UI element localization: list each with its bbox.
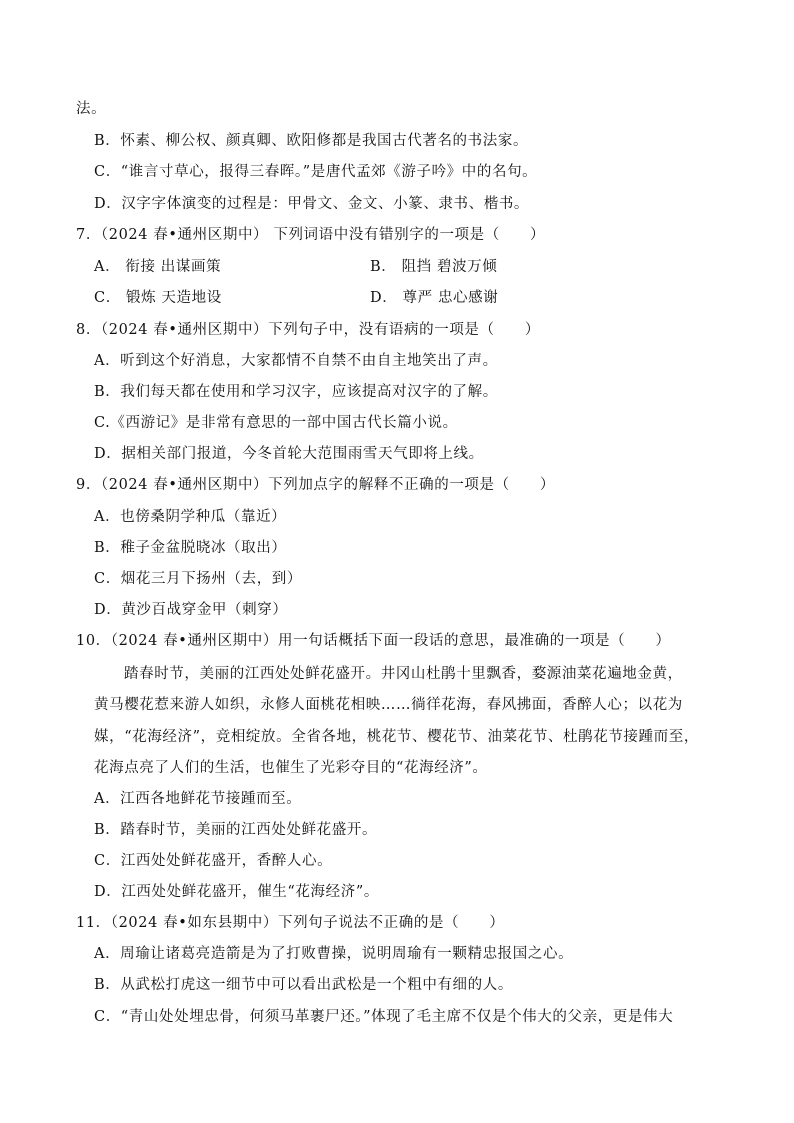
q9-option-c: C．烟花三月下扬州（去，到） bbox=[94, 571, 302, 587]
q9-option-d: D．黄沙百战穿金甲（刺穿） bbox=[94, 602, 288, 618]
q10-passage-line-3: 媒，“花海经济”，竞相绽放。全省各地，桃花节、樱花节、油菜花节、杜鹃花节接踵而至， bbox=[94, 729, 699, 745]
q6-option-c: C．“谁言寸草心，报得三春晖。”是唐代孟郊《游子吟》中的名句。 bbox=[94, 164, 538, 180]
q6-option-d: D．汉字字体演变的过程是：甲骨文、金文、小篆、隶书、楷书。 bbox=[94, 196, 530, 212]
q10-passage-line-2: 黄马樱花惹来游人如织，永修人面桃花相映……徜徉花海，春风拂面，香醉人心；以花为 bbox=[94, 697, 683, 713]
q8-option-b: B．我们每天都在使用和学习汉字，应该提高对汉字的了解。 bbox=[94, 384, 498, 400]
q10-passage-line-4: 花海点亮了人们的生活，也催生了光彩夺目的“花海经济”。 bbox=[94, 760, 488, 776]
q11-option-a: A．周瑜让诸葛亮造箭是为了打败曹操，说明周瑜有一颗精忠报国之心。 bbox=[94, 946, 574, 962]
q10-option-b: B．踏春时节，美丽的江西处处鲜花盛开。 bbox=[94, 822, 378, 838]
q6-continuation: 法。 bbox=[76, 101, 107, 117]
q11-stem: 11．（2024 春•如东县期中）下列句子说法不正确的是（ ） bbox=[76, 915, 505, 931]
q7-option-c: C． 锻炼 天造地设 bbox=[94, 290, 222, 306]
q8-option-c: C.《西游记》是非常有意思的一部中国古代长篇小说。 bbox=[94, 415, 458, 431]
q8-option-d: D．据相关部门报道，今冬首轮大范围雨雪天气即将上线。 bbox=[94, 446, 484, 462]
q9-option-a: A．也傍桑阴学种瓜（靠近） bbox=[94, 509, 287, 525]
q7-option-b: B． 阻挡 碧波万倾 bbox=[370, 259, 498, 275]
q10-passage-line-1: 踏春时节，美丽的江西处处鲜花盛开。井冈山杜鹃十里飘香，婺源油菜花遍地金黄， bbox=[124, 666, 683, 682]
q6-option-b: B．怀素、柳公权、颜真卿、欧阳修都是我国古代著名的书法家。 bbox=[94, 133, 529, 149]
q7-option-d: D． 尊严 忠心感谢 bbox=[370, 290, 499, 306]
q10-option-a: A．江西各地鲜花节接踵而至。 bbox=[94, 791, 302, 807]
q9-option-b: B．稚子金盆脱晓冰（取出） bbox=[94, 540, 287, 556]
q10-option-d: D．江西处处鲜花盛开，催生“花海经济”。 bbox=[94, 884, 379, 900]
q8-stem: 8．（2024 春•通州区期中）下列句子中，没有语病的一项是（ ） bbox=[76, 322, 540, 338]
q11-option-b: B．从武松打虎这一细节中可以看出武松是一个粗中有细的人。 bbox=[94, 977, 513, 993]
q10-option-c: C．江西处处鲜花盛开，香醉人心。 bbox=[94, 853, 333, 869]
q7-option-a: A． 衔接 出谋画策 bbox=[94, 259, 222, 275]
q10-stem: 10．（2024 春•通州区期中）用一句话概括下面一段话的意思，最准确的一项是（ ） bbox=[76, 633, 671, 649]
q7-stem: 7．（2024 春•通州区期中） 下列词语中没有错别字的一项是（ ） bbox=[76, 227, 546, 243]
q9-stem: 9．（2024 春•通州区期中）下列加点字的解释不正确的一项是（ ） bbox=[76, 477, 556, 493]
q11-option-c: C．“青山处处埋忠骨，何须马革裹尸还。”体现了毛主席不仅是个伟大的父亲，更是伟大 bbox=[94, 1009, 674, 1025]
q8-option-a: A．听到这个好消息，大家都情不自禁不由自主地笑出了声。 bbox=[94, 353, 498, 369]
